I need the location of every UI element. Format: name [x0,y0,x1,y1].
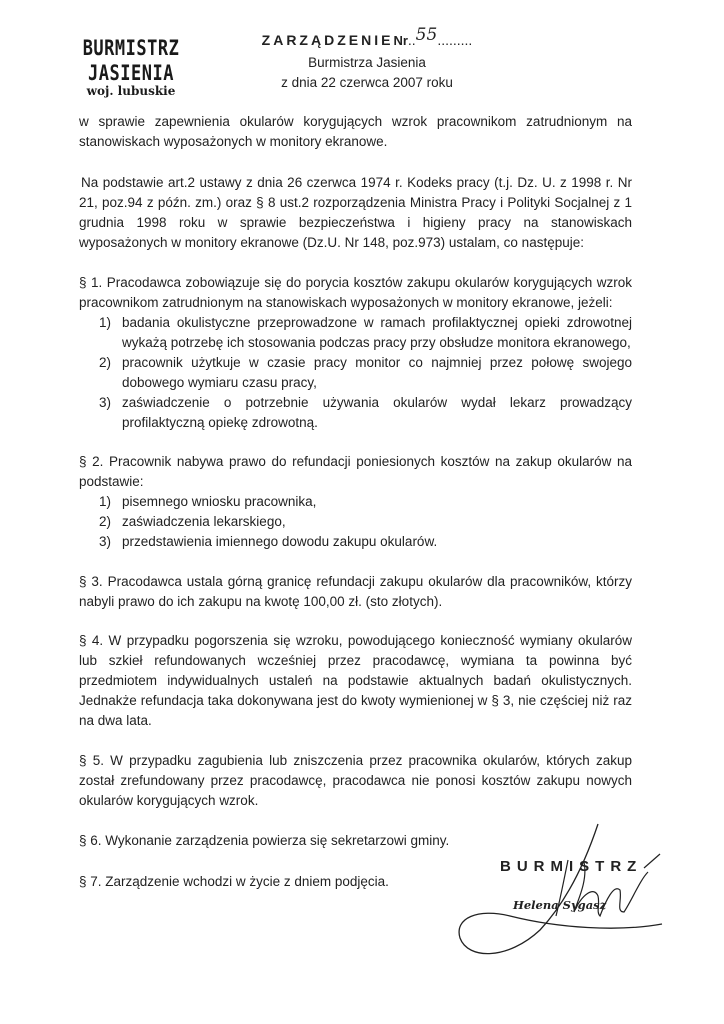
section-2-list [79,492,632,552]
nr-label: Nr [393,33,408,48]
preamble: Na podstawie art.2 ustawy z dnia 26 czerwca 1974 r. Kodeks pracy (t.j. Dz. U. z 1998 r. Nr 21, poz.94 z późn. zm.) oraz § 8 ust.2 rozporządzenia Ministra Pracy i Polityki Socjalnej z 1 grudnia 1998 roku w sprawie bezpieczeństwa i higieny pracy na stanowiskach wyposażonych w monitory ekranowe (Dz.U. Nr 148, poz.973) ustalam, co następuje: [79,175,632,250]
list-item-number: 2) [99,514,112,529]
signature-block [448,820,678,980]
document-title: ZARZĄDZENIENr..55......... [261,25,473,48]
stamp-office-name: BURMISTRZ JASIENIA [82,36,180,86]
list-item [79,512,632,532]
list-item-text: badania okulistyczne przeprowadzone w ramach profilaktycznej opieki zdrowotnej wykażą potrzebę ich stosowania podczas pracy przy obsłudze monitora ekranowego, [122,315,632,350]
list-item [79,393,632,433]
list-item [79,353,632,393]
stamp-region: woj. lubuskie [86,84,176,98]
list-item [79,313,632,353]
list-item-number: 3) [99,534,112,549]
section-1 [79,273,632,433]
list-item [79,492,632,512]
list-item-text: pracownik użytkuje w czasie pracy monitor co najmniej przez połowę swojego dobowego wymiaru czasu pracy, [122,355,632,390]
section-6: § 6. Wykonanie zarządzenia powierza się sekretarzowi gminy. [79,833,450,848]
issuer: Burmistrza Jasienia [308,55,426,70]
section-4: § 4. W przypadku pogorszenia się wzroku, powodującego konieczność wymiany okularów lub szkieł refundowanych wcześniej przez pracodawcę, wymiana ta powinna być przedmiotem indywidualnych ustaleń na podstawie aktualnych badań okulistycznych. Jednakże refundacja taka dokonywana jest do kwoty wymienionej w § 3, nie częściej niż raz na dwa lata. [79,633,632,728]
signature-title: BURMISTRZ [500,858,643,875]
office-stamp [56,36,206,98]
list-item-number: 1) [99,494,112,509]
section-3: § 3. Pracodawca ustala górną granicę refundacji zakupu okularów dla pracowników, którzy nabyli prawo do ich zakupu na kwotę 100,00 zł. (sto złotych). [79,574,632,609]
subject: w sprawie zapewnienia okularów korygujących wzrok pracownikom zatrudnionym na stanowiskach wyposażonych w monitory ekranowe. [79,114,632,149]
handwritten-signature [448,820,678,980]
document-date: z dnia 22 czerwca 2007 roku [281,75,453,90]
list-item-text: pisemnego wniosku pracownika, [122,494,317,509]
document-number: 55 [415,25,438,45]
section-2-text: § 2. Pracownik nabywa prawo do refundacji poniesionych kosztów na zakup okularów na podstawie: [79,454,632,489]
list-item-text: zaświadczenie o potrzebnie używania okularów wydał lekarz prowadzący profilaktyczną opiekę zdrowotną. [122,395,632,430]
document-header [222,25,512,90]
list-item-number: 1) [99,315,112,330]
list-item-text: zaświadczenia lekarskiego, [122,514,286,529]
title-word: ZARZĄDZENIE [261,32,394,48]
section-5: § 5. W przypadku zagubienia lub zniszczenia przez pracownika okularów, których zakup został zrefundowany przez pracodawcę, pracodawca nie ponosi kosztów zakupu nowych okularów korygujących wzrok. [79,753,632,808]
section-2 [79,452,632,552]
signatory-name: Helena Sygasz [513,898,607,912]
list-item-number: 2) [99,355,112,370]
list-item [79,532,632,552]
list-item-text: przedstawienia imiennego dowodu zakupu okularów. [122,534,438,549]
section-1-list [79,313,632,433]
section-1-text: § 1. Pracodawca zobowiązuje się do porycia kosztów zakupu okularów korygujących wzrok pracownikom zatrudnionym na stanowiskach wyposażonych w monitory ekranowe, jeżeli: [79,275,632,310]
section-7: § 7. Zarządzenie wchodzi w życie z dniem podjęcia. [79,874,389,889]
list-item-number: 3) [99,395,112,410]
